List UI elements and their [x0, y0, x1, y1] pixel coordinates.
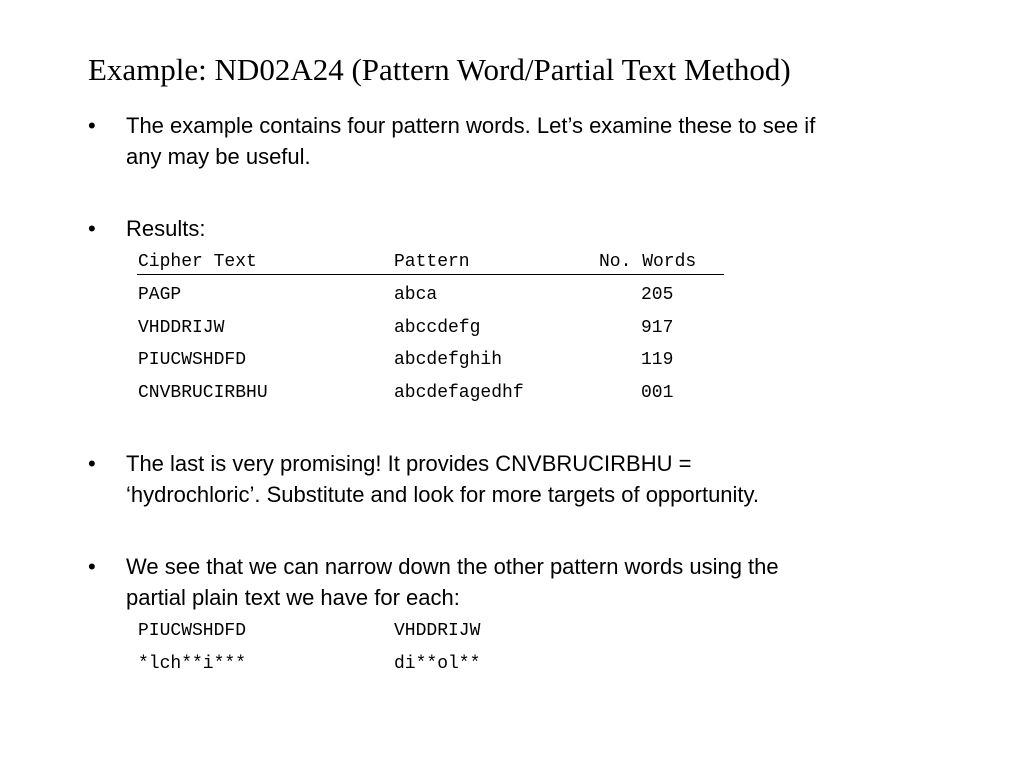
table-cell-cipher: PAGP [138, 285, 182, 305]
bullet-text-line: Results: [126, 216, 206, 241]
bullet-glyph: • [88, 216, 96, 241]
table-header-no-words: No. Words [599, 252, 697, 272]
table-header-cipher-text: Cipher Text [138, 252, 257, 272]
bullet-glyph: • [88, 113, 96, 138]
bullet-text-line: We see that we can narrow down the other pattern words using the [126, 554, 779, 579]
slide-title: Example: ND02A24 (Pattern Word/Partial Text Method) [88, 52, 791, 87]
table-cell-cipher: PIUCWSHDFD [138, 350, 247, 370]
bullet-glyph: • [88, 554, 96, 579]
table-header-rule [137, 274, 724, 275]
partial-cipher-left: PIUCWSHDFD [138, 621, 247, 641]
bullet-text-line: The example contains four pattern words. Let’s examine these to see if [126, 113, 816, 138]
table-cell-cipher: CNVBRUCIRBHU [138, 383, 268, 403]
bullet-text-line: partial plain text we have for each: [126, 585, 460, 610]
table-cell-pattern: abccdefg [394, 318, 481, 338]
table-cell-pattern: abcdefagedhf [394, 383, 524, 403]
partial-plain-right: di**ol** [394, 654, 481, 674]
table-cell-count: 001 [641, 383, 674, 403]
bullet-text-line: The last is very promising! It provides CNVBRUCIRBHU = [126, 451, 692, 476]
table-cell-count: 917 [641, 318, 674, 338]
table-cell-count: 119 [641, 350, 674, 370]
table-cell-pattern: abcdefghih [394, 350, 503, 370]
bullet-text-line: ‘hydrochloric’. Substitute and look for more targets of opportunity. [126, 482, 760, 507]
table-cell-pattern: abca [394, 285, 438, 305]
bullet-text-line: any may be useful. [126, 144, 311, 169]
table-cell-count: 205 [641, 285, 674, 305]
partial-cipher-right: VHDDRIJW [394, 621, 481, 641]
partial-plain-left: *lch**i*** [138, 654, 247, 674]
table-cell-cipher: VHDDRIJW [138, 318, 225, 338]
bullet-glyph: • [88, 451, 96, 476]
table-header-pattern: Pattern [394, 252, 470, 272]
